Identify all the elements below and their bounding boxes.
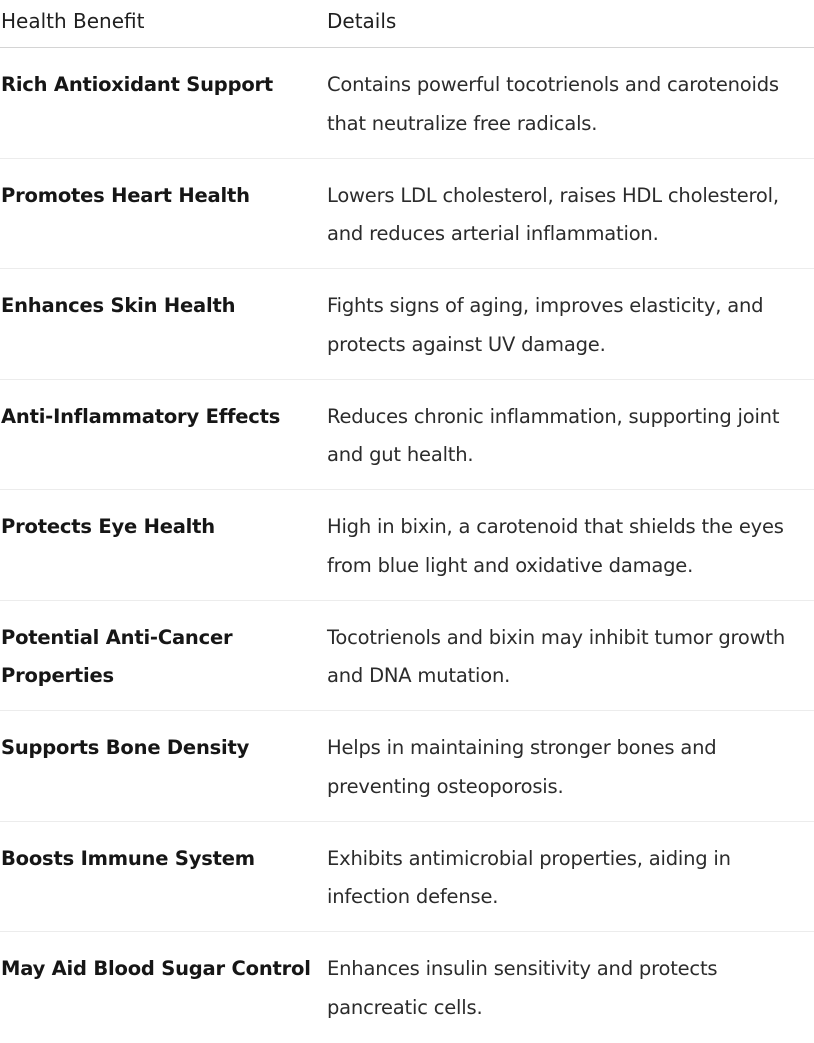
benefit-cell: Anti-Inflammatory Effects: [1, 404, 281, 428]
table-row: [0, 269, 814, 380]
benefit-cell: Potential Anti-Cancer Properties: [1, 625, 233, 687]
benefit-cell: Protects Eye Health: [1, 515, 215, 538]
benefit-cell: May Aid Blood Sugar Control: [1, 957, 311, 980]
details-cell: High in bixin, a carotenoid that shields the eyes from blue light and oxidative damage.: [327, 515, 784, 577]
benefit-cell: Promotes Heart Health: [1, 183, 250, 207]
benefit-cell: Supports Bone Density: [1, 736, 250, 759]
details-cell: Fights signs of aging, improves elasticity, and protects against UV damage.: [327, 294, 764, 356]
details-cell: Lowers LDL cholesterol, raises HDL cholesterol, and reduces arterial inflammation.: [327, 183, 779, 245]
table-row: [0, 490, 814, 601]
table-row: [0, 380, 814, 491]
table-row: [0, 159, 814, 270]
details-cell: Enhances insulin sensitivity and protects pancreatic cells.: [327, 957, 718, 1019]
table-header-row: [0, 0, 814, 48]
benefit-cell: Rich Antioxidant Support: [1, 73, 274, 96]
table-row: [0, 932, 814, 1043]
details-cell: Exhibits antimicrobial properties, aiding in infection defense.: [327, 846, 731, 908]
header-health-benefit: Health Benefit: [1, 9, 145, 33]
benefit-cell: Boosts Immune System: [1, 846, 255, 870]
table-row: [0, 601, 814, 712]
header-details: Details: [327, 9, 397, 33]
details-cell: Tocotrienols and bixin may inhibit tumor growth and DNA mutation.: [327, 625, 785, 687]
table-row: [0, 48, 814, 159]
table-row: [0, 711, 814, 822]
details-cell: Contains powerful tocotrienols and carotenoids that neutralize free radicals.: [327, 73, 779, 135]
table-row: [0, 822, 814, 933]
details-cell: Reduces chronic inflammation, supporting joint and gut health.: [327, 404, 780, 466]
benefit-cell: Enhances Skin Health: [1, 294, 236, 317]
details-cell: Helps in maintaining stronger bones and preventing osteoporosis.: [327, 736, 717, 798]
